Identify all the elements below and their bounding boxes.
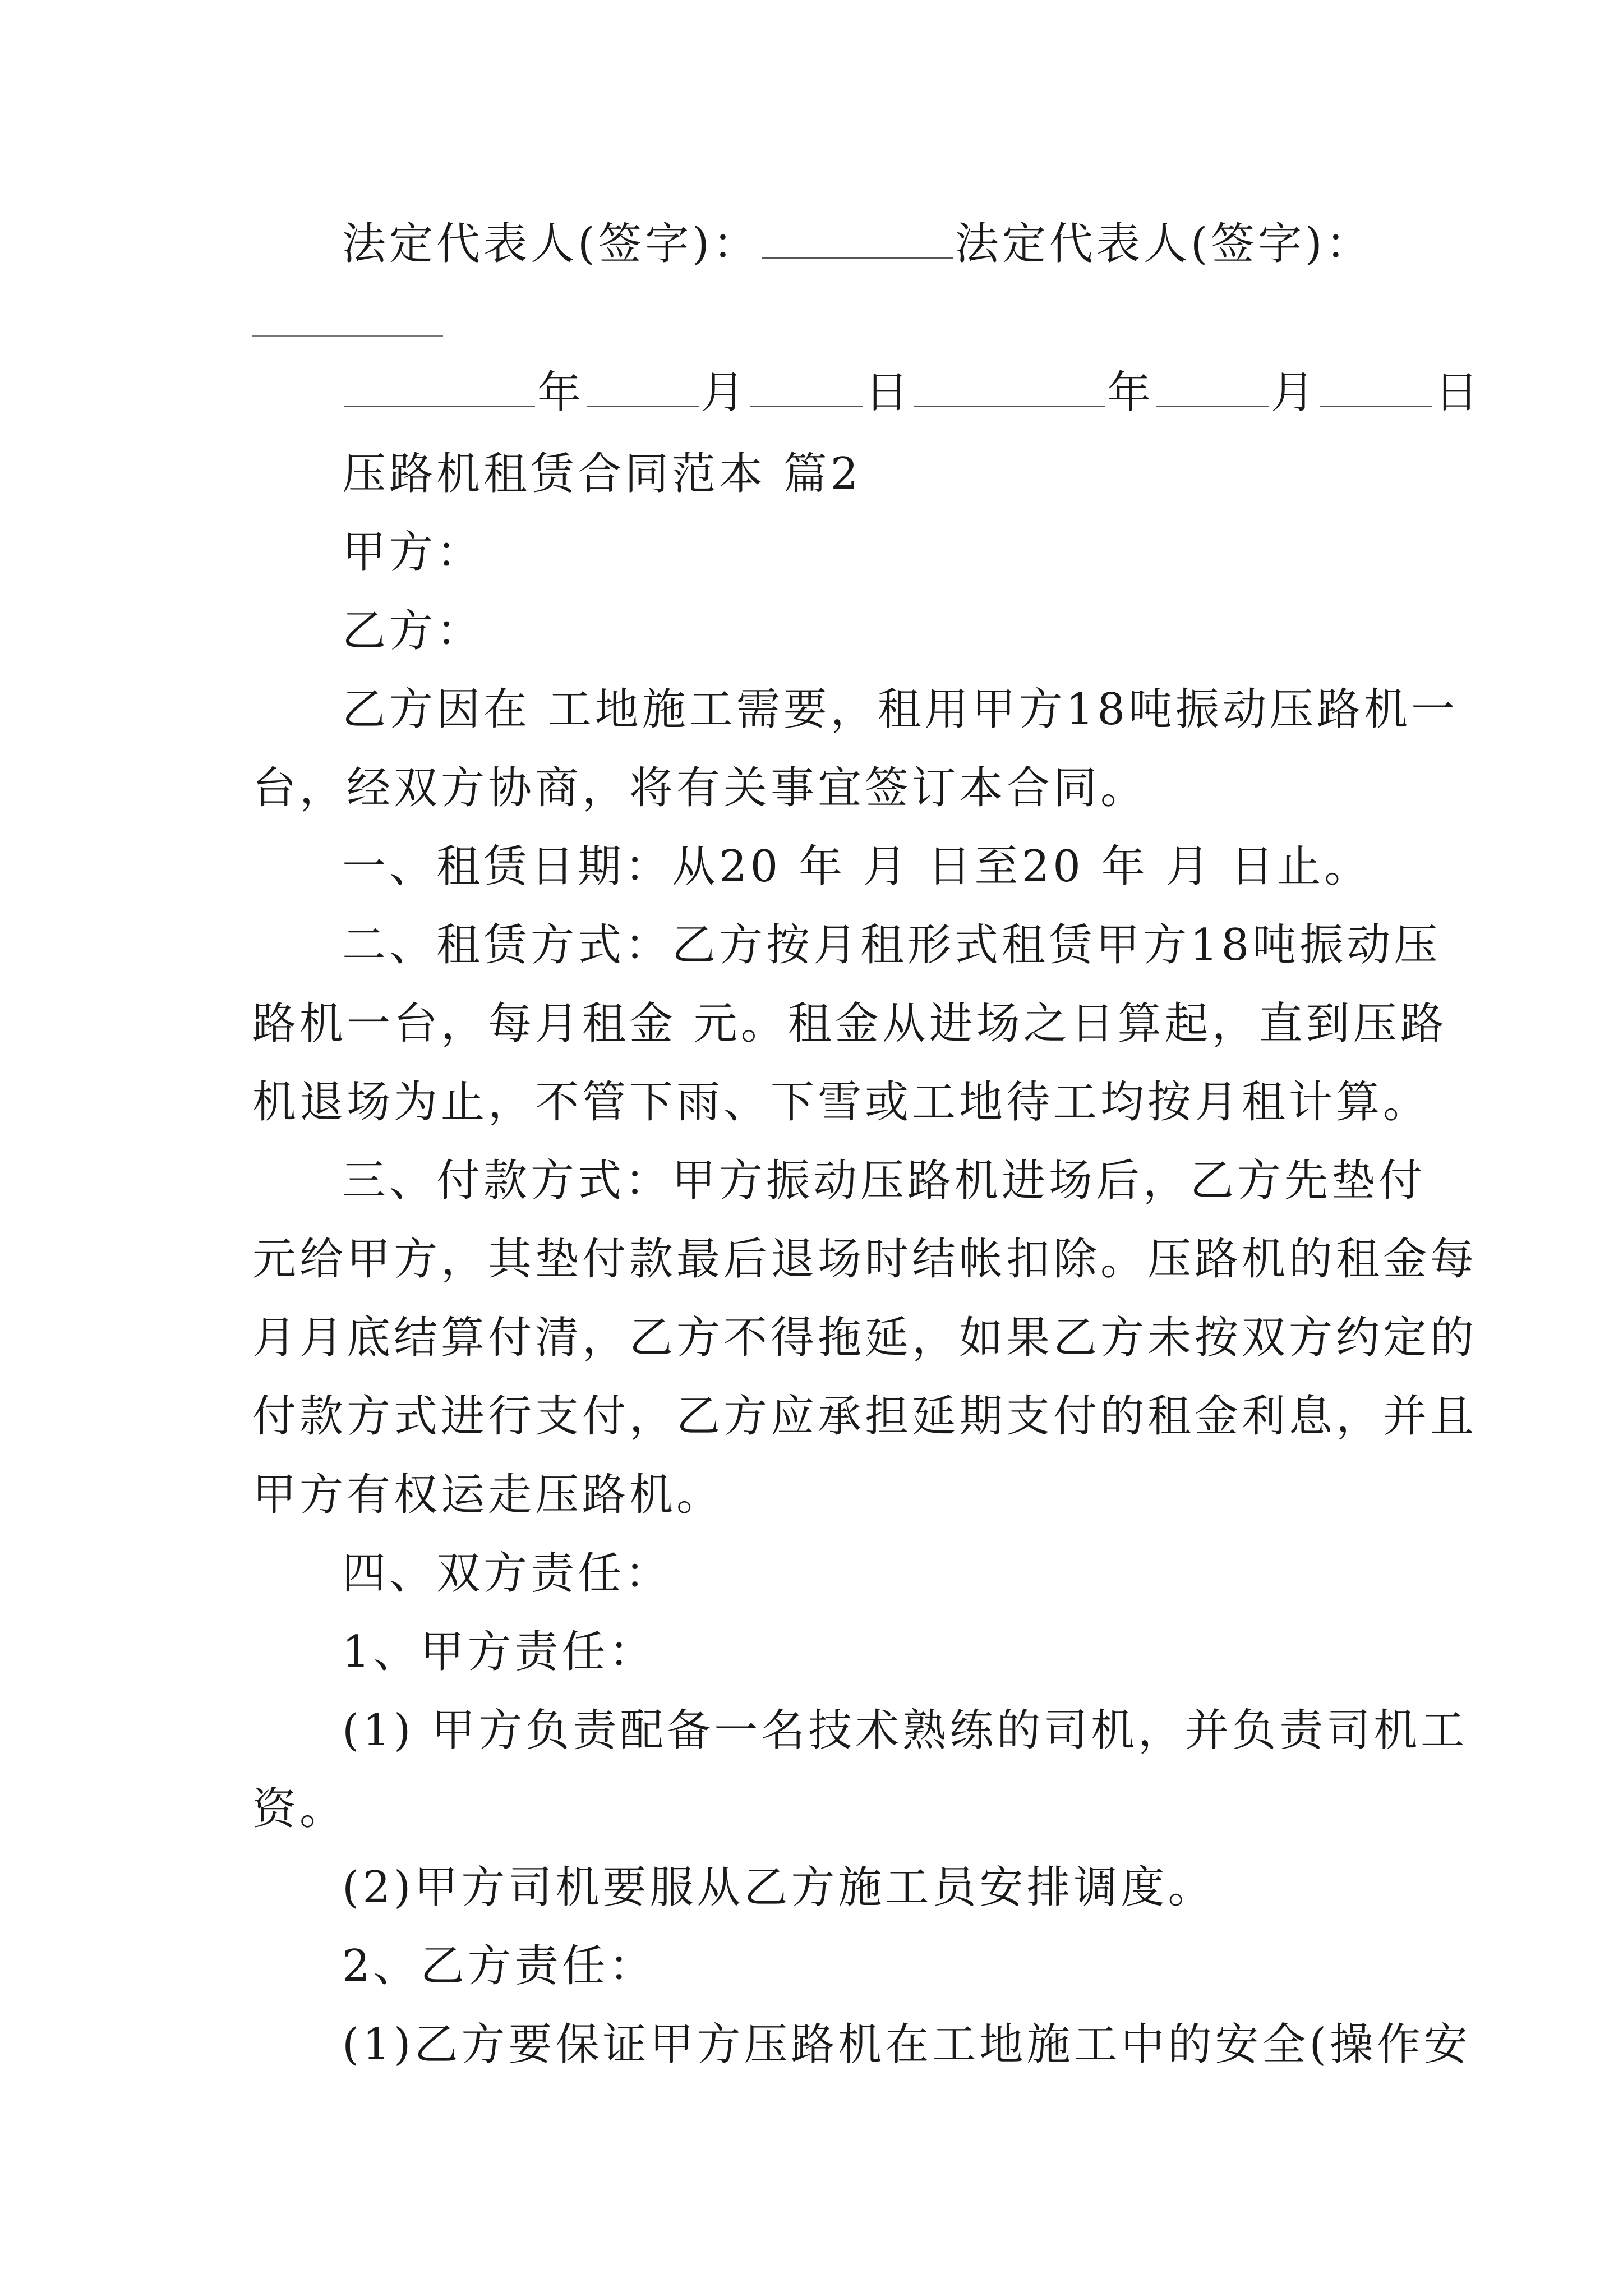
clause-4-heading: 四、双方责任： <box>342 1548 672 1599</box>
party-a-resp-2: (2)甲方司机要服从乙方施工员安排调度。 <box>342 1862 1215 1913</box>
year-label-b: 年 <box>1107 367 1155 418</box>
party-b-resp-1: (1)乙方要保证甲方压路机在工地施工中的安全(操作安 <box>342 2019 1471 2070</box>
intro-line-2: 台，经双方协商，将有关事宜签订本合同。 <box>252 763 1148 813</box>
month-label-b: 月 <box>1271 367 1318 418</box>
section-title: 压路机租赁合同范本 篇2 <box>342 449 862 499</box>
month-label-a: 月 <box>701 367 749 418</box>
party-a-responsibility-heading: 1、甲方责任： <box>342 1627 656 1677</box>
party-b-responsibility-heading: 2、乙方责任： <box>342 1941 656 1991</box>
day-blank-a <box>750 402 863 407</box>
year-blank-b <box>914 402 1105 407</box>
clause-2-line-2: 路机一台，每月租金 元。租金从进场之日算起，直到压路 <box>252 999 1447 1049</box>
signature-labels-row <box>342 216 1380 272</box>
clause-3-line-4: 付款方式进行支付，乙方应承担延期支付的租金利息，并且 <box>252 1391 1478 1442</box>
year-blank-a <box>344 402 535 407</box>
signature-date-row <box>342 365 1482 421</box>
year-label-a: 年 <box>537 367 585 418</box>
day-blank-b <box>1320 402 1432 407</box>
clause-3-line-2: 元给甲方，其垫付款最后退场时结帐扣除。压路机的租金每 <box>252 1234 1478 1285</box>
signature-blank-a <box>762 254 953 259</box>
clause-1: 一、租赁日期：从20 年 月 日至20 年 月 日止。 <box>342 841 1372 892</box>
clause-2-line-3: 机退场为止，不管下雨、下雪或工地待工均按月租计算。 <box>252 1077 1431 1128</box>
party-b-label: 乙方： <box>342 606 484 656</box>
clause-3-line-3: 月月底结算付清，乙方不得拖延，如果乙方未按双方约定的 <box>252 1313 1478 1363</box>
legal-rep-signature-label-b: 法定代表人(签字)： <box>955 219 1373 269</box>
legal-rep-signature-label-a: 法定代表人(签字)： <box>342 219 760 269</box>
clause-3-line-5: 甲方有权运走压路机。 <box>252 1470 724 1520</box>
signature-blank-b <box>252 335 443 337</box>
party-a-resp-1-line-1: (1) 甲方负责配备一名技术熟练的司机，并负责司机工 <box>342 1705 1468 1756</box>
clause-2-line-1: 二、租赁方式：乙方按月租形式租赁甲方18吨振动压 <box>342 920 1441 970</box>
month-blank-a <box>587 402 699 407</box>
intro-line-1: 乙方因在 工地施工需要，租用甲方18吨振动压路机一 <box>342 684 1459 735</box>
month-blank-b <box>1156 402 1269 407</box>
party-a-resp-1-line-2: 资。 <box>252 1784 347 1834</box>
day-label-a: 日 <box>865 367 912 418</box>
party-a-label: 甲方： <box>342 527 484 578</box>
clause-3-line-1: 三、付款方式：甲方振动压路机进场后，乙方先垫付 <box>342 1156 1426 1206</box>
day-label-b: 日 <box>1435 367 1482 418</box>
